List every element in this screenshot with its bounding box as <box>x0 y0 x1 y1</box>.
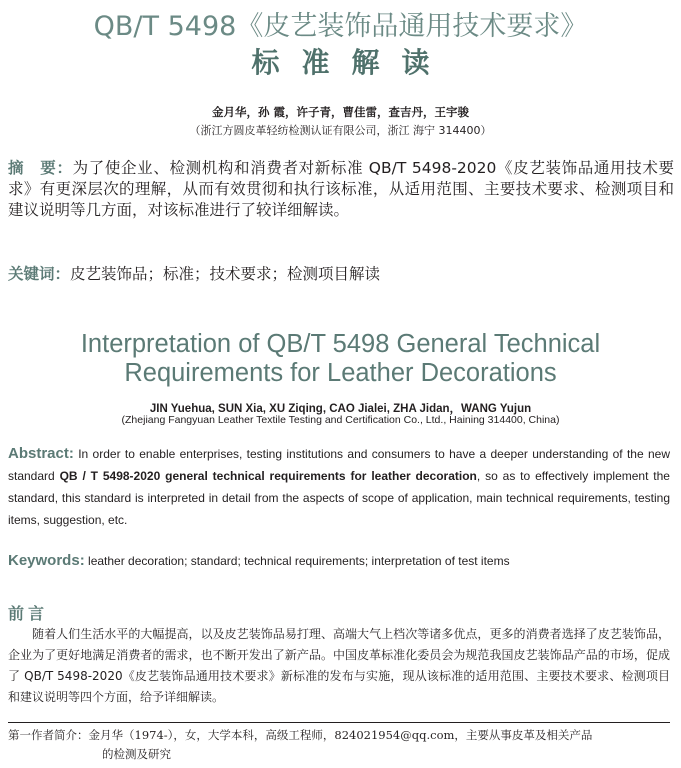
keywords-chinese-text: 皮艺装饰品；标准；技术要求；检测项目解读 <box>70 265 381 283</box>
footnote-line1: 第一作者简介：金月华（1974-），女，大学本科，高级工程师，824021954@qq.com，主要从事皮革及相关产品 <box>8 728 593 742</box>
affiliation-chinese: （浙江方圆皮革轻纺检测认证有限公司，浙江 海宁 314400） <box>189 124 492 137</box>
keywords-chinese <box>8 264 380 285</box>
preface-body <box>8 624 670 708</box>
footnote-divider <box>8 722 670 723</box>
footnote-line2: 的检测及研究 <box>102 747 171 761</box>
authors-chinese: 金月华，孙 霞，许子青，曹佳雷，查吉丹，王宇骏 <box>211 105 469 119</box>
abstract-chinese <box>8 158 674 221</box>
abstract-english-text-2: , so as to effectively implement the standard, this standard is interpreted in detail from the aspects of scope of application, main technical requirements, testing items, suggestion, etc. <box>8 469 670 527</box>
keywords-english-label: Keywords: <box>8 552 85 569</box>
keywords-english <box>8 550 510 572</box>
keywords-english-text: leather decoration; standard; technical requirements; interpretation of test items <box>88 554 510 568</box>
chinese-subtitle: 标准解读 <box>251 46 452 79</box>
abstract-english-text-1: In order to enable enterprises, testing institutions and consumers to have a deeper understanding of the new standard <box>8 447 670 483</box>
preface-text: 随着人们生活水平的大幅提高，以及皮艺装饰品易打理、高端大气上档次等诸多优点，更多的消费者选择了皮艺装饰品，企业为了更好地满足消费者的需求，也不断开发出了新产品。中国皮革标准化委员会为规范我国皮艺装饰品产品的市场，促成了 QB/T 5498-2020《皮艺装饰品通用技术要求》新标准的发布与实施，现从该标准的适用范围、主要技术要求、检测项目和建议说明等四个方面，给予详细解读。 <box>8 627 670 704</box>
keywords-chinese-label: 关键词： <box>8 265 71 283</box>
abstract-chinese-label: 摘 要： <box>8 159 73 177</box>
english-title <box>0 330 681 388</box>
chinese-title: QB/T 5498《皮艺装饰品通用技术要求》 <box>93 11 588 42</box>
footnote <box>8 726 670 764</box>
abstract-english-label: Abstract: <box>8 445 74 462</box>
english-title-line2: Requirements for Leather Decorations <box>124 359 557 387</box>
abstract-chinese-text: 为了使企业、检测机构和消费者对新标准 QB/T 5498-2020《皮艺装饰品通用技术要求》有更深层次的理解，从而有效贯彻和执行该标准，从适用范围、主要技术要求、检测项目和建议说明等几方面，对该标准进行了较详细解读。 <box>8 159 674 219</box>
abstract-english-standard-name: QB / T 5498-2020 general technical requirements for leather decoration <box>59 469 477 483</box>
english-title-line1: Interpretation of QB/T 5498 General Technical <box>80 330 601 358</box>
authors-english: JIN Yuehua, SUN Xia, XU Ziqing, CAO Jialei, ZHA Jidan，WANG Yujun <box>149 403 532 415</box>
affiliation-english: (Zhejiang Fangyuan Leather Textile Testing and Certification Co., Ltd., Haining 314400, China) <box>121 414 560 426</box>
preface-heading: 前言 <box>8 604 49 623</box>
abstract-english <box>8 443 670 531</box>
